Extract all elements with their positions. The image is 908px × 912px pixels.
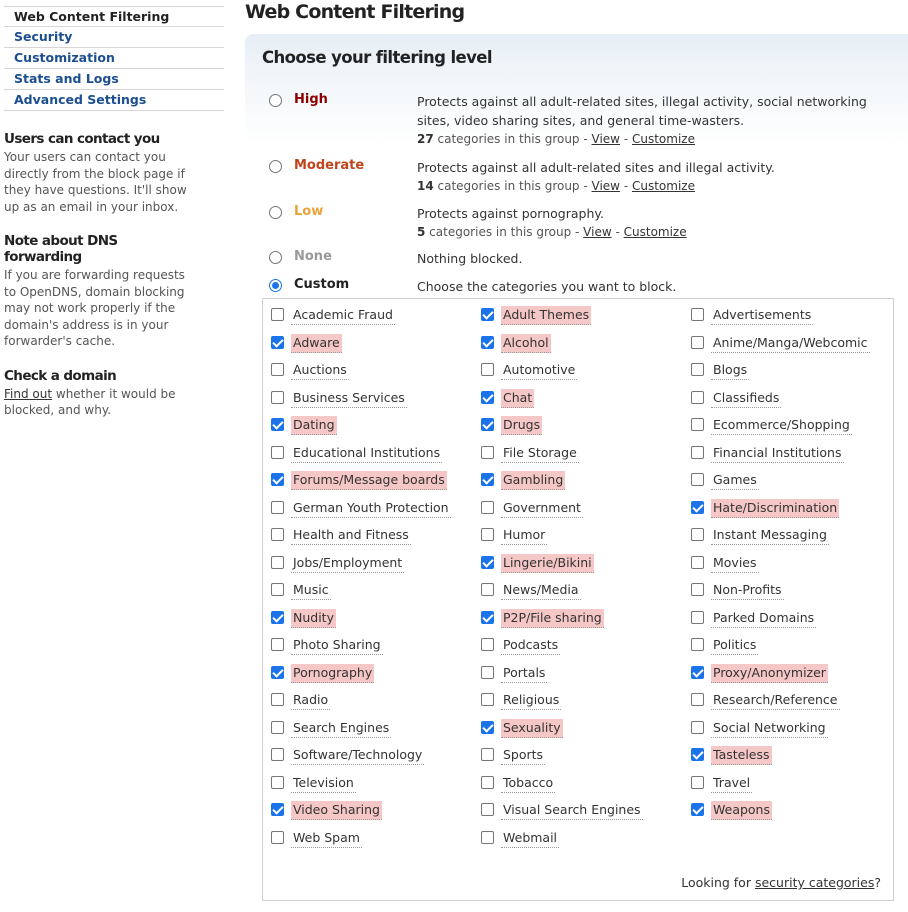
category-business-services-label[interactable]: Business Services: [291, 389, 407, 408]
level-moderate-label[interactable]: Moderate: [294, 158, 365, 173]
level-high-customize-link[interactable]: Customize: [631, 132, 695, 146]
category-hate-discrimination-checkbox[interactable]: [691, 501, 704, 514]
category-proxy-anonymizer-checkbox[interactable]: [691, 666, 704, 679]
category-games-label[interactable]: Games: [711, 471, 759, 490]
category-podcasts-checkbox[interactable]: [481, 638, 494, 651]
category-anime-manga-webcomic-label[interactable]: Anime/Manga/Webcomic: [711, 334, 870, 353]
nav-customization[interactable]: Customization: [4, 48, 224, 69]
category-music-label[interactable]: Music: [291, 581, 331, 600]
category-drugs-label[interactable]: Drugs: [501, 416, 542, 435]
side-text-contact: Your users can contact you directly from the block page if they have questions. It'll show up as an email in your inbox.: [4, 150, 187, 214]
category-search-engines-label[interactable]: Search Engines: [291, 719, 391, 738]
category-video-sharing-label[interactable]: Video Sharing: [291, 801, 382, 820]
category-blogs-label[interactable]: Blogs: [711, 361, 749, 380]
category-radio-checkbox[interactable]: [271, 693, 284, 706]
footer-suffix: ?: [874, 875, 881, 890]
level-moderate-radio[interactable]: [269, 160, 282, 173]
category-forums-message-boards-checkbox[interactable]: [271, 473, 284, 486]
level-none-desc-text: Nothing blocked.: [417, 251, 523, 266]
security-categories-link[interactable]: security categories: [754, 875, 875, 890]
nav-security[interactable]: Security: [4, 27, 224, 48]
level-high-desc-text: Protects against all adult-related sites, illegal activity, social networking sites, video sharing sites, and general time-wasters.: [417, 94, 867, 128]
category-visual-search-engines-checkbox[interactable]: [481, 803, 494, 816]
category-visual-search-engines-label[interactable]: Visual Search Engines: [501, 801, 643, 820]
category-social-networking-checkbox[interactable]: [691, 721, 704, 734]
category-news-media-label[interactable]: News/Media: [501, 581, 581, 600]
category-ecommerce-shopping-checkbox[interactable]: [691, 418, 704, 431]
category-television-label[interactable]: Television: [291, 774, 356, 793]
category-gambling-label[interactable]: Gambling: [501, 471, 565, 490]
filter-panel: [245, 34, 908, 912]
category-government-label[interactable]: Government: [501, 499, 583, 518]
category-health-and-fitness-label[interactable]: Health and Fitness: [291, 526, 411, 545]
category-weapons-checkbox[interactable]: [691, 803, 704, 816]
category-box: [262, 298, 894, 901]
category-software-technology-checkbox[interactable]: [271, 748, 284, 761]
category-parked-domains-label[interactable]: Parked Domains: [711, 609, 816, 628]
level-moderate-sep: -: [620, 179, 632, 193]
category-humor-checkbox[interactable]: [481, 528, 494, 541]
category-photo-sharing-label[interactable]: Photo Sharing: [291, 636, 383, 655]
side-section-contact: [4, 131, 199, 215]
category-television-checkbox[interactable]: [271, 776, 284, 789]
level-low-label[interactable]: Low: [294, 204, 324, 219]
level-high-count: 27: [417, 132, 434, 146]
category-search-engines-checkbox[interactable]: [271, 721, 284, 734]
category-auctions-label[interactable]: Auctions: [291, 361, 349, 380]
level-custom-desc-text: Choose the categories you want to block.: [417, 279, 677, 294]
category-forums-message-boards-label[interactable]: Forums/Message boards: [291, 471, 447, 490]
category-social-networking-label[interactable]: Social Networking: [711, 719, 828, 738]
category-sexuality-checkbox[interactable]: [481, 721, 494, 734]
nav-web-content-filtering[interactable]: Web Content Filtering: [4, 6, 224, 27]
level-high-radio[interactable]: [269, 94, 282, 107]
level-moderate-count: 14: [417, 179, 434, 193]
level-custom-description: [417, 277, 887, 296]
side-text-check-domain: [4, 386, 199, 419]
level-moderate-desc-text: Protects against all adult-related sites and illegal activity.: [417, 160, 775, 175]
category-webmail-label[interactable]: Webmail: [501, 829, 559, 848]
category-academic-fraud-checkbox[interactable]: [271, 308, 284, 321]
category-adult-themes-checkbox[interactable]: [481, 308, 494, 321]
category-parked-domains-checkbox[interactable]: [691, 611, 704, 624]
level-high-meta-text: categories in this group -: [433, 132, 592, 146]
category-tasteless-label[interactable]: Tasteless: [711, 746, 772, 765]
category-anime-manga-webcomic-checkbox[interactable]: [691, 336, 704, 349]
category-p2p-file-sharing-checkbox[interactable]: [481, 611, 494, 624]
category-politics-label[interactable]: Politics: [711, 636, 758, 655]
category-proxy-anonymizer-label[interactable]: Proxy/Anonymizer: [711, 664, 828, 683]
category-video-sharing-checkbox[interactable]: [271, 803, 284, 816]
category-web-spam-checkbox[interactable]: [271, 831, 284, 844]
panel-title: Choose your filtering level: [262, 48, 492, 67]
category-non-profits-checkbox[interactable]: [691, 583, 704, 596]
side-section-dns: [4, 233, 199, 350]
category-sexuality-label[interactable]: Sexuality: [501, 719, 563, 738]
category-movies-label[interactable]: Movies: [711, 554, 759, 573]
category-gambling-checkbox[interactable]: [481, 473, 494, 486]
category-nudity-checkbox[interactable]: [271, 611, 284, 624]
category-health-and-fitness-checkbox[interactable]: [271, 528, 284, 541]
nav-stats-and-logs[interactable]: Stats and Logs: [4, 69, 224, 90]
level-low-customize-link[interactable]: Customize: [623, 225, 687, 239]
category-nudity-label[interactable]: Nudity: [291, 609, 336, 628]
category-music-checkbox[interactable]: [271, 583, 284, 596]
category-german-youth-protection-label[interactable]: German Youth Protection: [291, 499, 451, 518]
category-financial-institutions-checkbox[interactable]: [691, 446, 704, 459]
category-instant-messaging-checkbox[interactable]: [691, 528, 704, 541]
level-high-sep: -: [620, 132, 632, 146]
category-classifieds-label[interactable]: Classifieds: [711, 389, 781, 408]
nav-advanced-settings[interactable]: Advanced Settings: [4, 90, 224, 111]
category-instant-messaging-label[interactable]: Instant Messaging: [711, 526, 829, 545]
category-religious-checkbox[interactable]: [481, 693, 494, 706]
level-moderate-meta: [417, 177, 887, 196]
category-alcohol-label[interactable]: Alcohol: [501, 334, 551, 353]
category-lingerie-bikini-checkbox[interactable]: [481, 556, 494, 569]
level-high-description: [417, 92, 887, 149]
category-advertisements-label[interactable]: Advertisements: [711, 306, 813, 325]
category-adware-checkbox[interactable]: [271, 336, 284, 349]
category-pornography-checkbox[interactable]: [271, 666, 284, 679]
side-section-check-domain: [4, 368, 199, 419]
sidebar-nav: [4, 6, 224, 111]
category-government-checkbox[interactable]: [481, 501, 494, 514]
category-academic-fraud-label[interactable]: Academic Fraud: [291, 306, 395, 325]
level-high-view-link[interactable]: View: [591, 132, 620, 146]
category-tasteless-checkbox[interactable]: [691, 748, 704, 761]
category-adult-themes-label[interactable]: Adult Themes: [501, 306, 591, 325]
category-business-services-checkbox[interactable]: [271, 391, 284, 404]
level-none-radio[interactable]: [269, 251, 282, 264]
category-research-reference-label[interactable]: Research/Reference: [711, 691, 840, 710]
category-humor-label[interactable]: Humor: [501, 526, 547, 545]
level-high-meta: [417, 130, 887, 149]
category-file-storage-checkbox[interactable]: [481, 446, 494, 459]
category-religious-label[interactable]: Religious: [501, 691, 561, 710]
category-drugs-checkbox[interactable]: [481, 418, 494, 431]
category-lingerie-bikini-label[interactable]: Lingerie/Bikini: [501, 554, 594, 573]
level-moderate-description: [417, 158, 887, 196]
category-sports-checkbox[interactable]: [481, 748, 494, 761]
level-low-meta-text: categories in this group -: [425, 225, 584, 239]
level-moderate-view-link[interactable]: View: [591, 179, 620, 193]
level-custom-radio[interactable]: [269, 279, 282, 292]
category-research-reference-checkbox[interactable]: [691, 693, 704, 706]
category-ecommerce-shopping-label[interactable]: Ecommerce/Shopping: [711, 416, 852, 435]
category-games-checkbox[interactable]: [691, 473, 704, 486]
category-tobacco-label[interactable]: Tobacco: [501, 774, 555, 793]
level-low-count: 5: [417, 225, 426, 239]
level-custom-label[interactable]: Custom: [294, 277, 350, 292]
category-travel-label[interactable]: Travel: [711, 774, 752, 793]
category-german-youth-protection-checkbox[interactable]: [271, 501, 284, 514]
level-moderate-customize-link[interactable]: Customize: [631, 179, 695, 193]
category-portals-checkbox[interactable]: [481, 666, 494, 679]
category-dating-label[interactable]: Dating: [291, 416, 337, 435]
category-tobacco-checkbox[interactable]: [481, 776, 494, 789]
category-podcasts-label[interactable]: Podcasts: [501, 636, 560, 655]
side-heading-dns: Note about DNS forwarding: [4, 233, 118, 265]
category-dating-checkbox[interactable]: [271, 418, 284, 431]
category-adware-label[interactable]: Adware: [291, 334, 342, 353]
side-heading-check-domain: Check a domain: [4, 367, 117, 384]
category-file-storage-label[interactable]: File Storage: [501, 444, 579, 463]
level-low-meta: [417, 223, 887, 242]
page-title: Web Content Filtering: [245, 1, 465, 23]
find-out-link[interactable]: Find out: [4, 386, 53, 401]
category-financial-institutions-label[interactable]: Financial Institutions: [711, 444, 844, 463]
category-advertisements-checkbox[interactable]: [691, 308, 704, 321]
category-photo-sharing-checkbox[interactable]: [271, 638, 284, 651]
check-domain-text: whether it would be blocked, and why.: [4, 386, 176, 417]
level-none-label[interactable]: None: [294, 249, 332, 264]
category-news-media-checkbox[interactable]: [481, 583, 494, 596]
level-moderate-meta-text: categories in this group -: [433, 179, 592, 193]
category-auctions-checkbox[interactable]: [271, 363, 284, 376]
sidebar: [0, 0, 224, 419]
category-sports-label[interactable]: Sports: [501, 746, 545, 765]
category-software-technology-label[interactable]: Software/Technology: [291, 746, 424, 765]
category-classifieds-checkbox[interactable]: [691, 391, 704, 404]
category-chat-label[interactable]: Chat: [501, 389, 534, 408]
category-movies-checkbox[interactable]: [691, 556, 704, 569]
level-low-view-link[interactable]: View: [583, 225, 612, 239]
category-automotive-label[interactable]: Automotive: [501, 361, 577, 380]
security-categories-note: [681, 875, 881, 890]
category-alcohol-checkbox[interactable]: [481, 336, 494, 349]
category-weapons-label[interactable]: Weapons: [711, 801, 772, 820]
level-none-description: [417, 249, 887, 268]
category-jobs-employment-checkbox[interactable]: [271, 556, 284, 569]
level-low-description: [417, 204, 887, 242]
level-high-label[interactable]: High: [294, 92, 328, 107]
side-heading-contact: Users can contact you: [4, 131, 160, 147]
category-travel-checkbox[interactable]: [691, 776, 704, 789]
category-p2p-file-sharing-label[interactable]: P2P/File sharing: [501, 609, 604, 628]
category-politics-checkbox[interactable]: [691, 638, 704, 651]
category-educational-institutions-label[interactable]: Educational Institutions: [291, 444, 442, 463]
side-text-dns: If you are forwarding requests to OpenDNS, domain blocking may not work properly if the domain's address is in your forwarder's cache.: [4, 268, 185, 348]
category-web-spam-label[interactable]: Web Spam: [291, 829, 362, 848]
category-chat-checkbox[interactable]: [481, 391, 494, 404]
category-educational-institutions-checkbox[interactable]: [271, 446, 284, 459]
category-hate-discrimination-label[interactable]: Hate/Discrimination: [711, 499, 839, 518]
category-blogs-checkbox[interactable]: [691, 363, 704, 376]
level-low-desc-text: Protects against pornography.: [417, 206, 604, 221]
category-non-profits-label[interactable]: Non-Profits: [711, 581, 784, 600]
category-automotive-checkbox[interactable]: [481, 363, 494, 376]
footer-prefix: Looking for: [681, 875, 755, 890]
category-pornography-label[interactable]: Pornography: [291, 664, 374, 683]
level-low-radio[interactable]: [269, 206, 282, 219]
category-radio-label[interactable]: Radio: [291, 691, 330, 710]
level-low-sep: -: [611, 225, 624, 239]
category-jobs-employment-label[interactable]: Jobs/Employment: [291, 554, 404, 573]
category-webmail-checkbox[interactable]: [481, 831, 494, 844]
category-portals-label[interactable]: Portals: [501, 664, 547, 683]
